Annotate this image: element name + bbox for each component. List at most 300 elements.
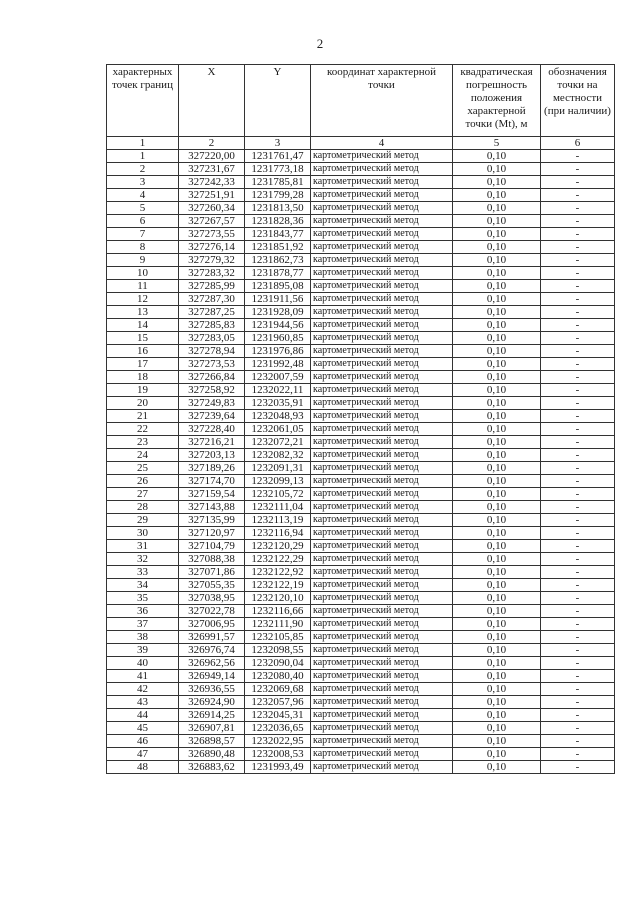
designation-cell: - (541, 527, 615, 540)
designation-cell: - (541, 592, 615, 605)
y-coordinate-cell: 1232035,91 (245, 397, 311, 410)
point-number-cell: 2 (107, 163, 179, 176)
point-number-cell: 28 (107, 501, 179, 514)
designation-cell: - (541, 722, 615, 735)
x-coordinate-cell: 327279,32 (179, 254, 245, 267)
x-coordinate-cell: 327038,95 (179, 592, 245, 605)
x-coordinate-cell: 326907,81 (179, 722, 245, 735)
error-cell: 0,10 (453, 475, 541, 488)
designation-cell: - (541, 514, 615, 527)
error-cell: 0,10 (453, 618, 541, 631)
point-number-cell: 10 (107, 267, 179, 280)
error-cell: 0,10 (453, 410, 541, 423)
y-coordinate-cell: 1232057,96 (245, 696, 311, 709)
error-cell: 0,10 (453, 631, 541, 644)
method-cell: картометрический метод (311, 397, 453, 410)
point-number-cell: 6 (107, 215, 179, 228)
point-number-cell: 5 (107, 202, 179, 215)
error-cell: 0,10 (453, 735, 541, 748)
header-designation: обозначения точки на местности (при наличии) (541, 65, 615, 137)
header-error: квадратическая погрешность положения характерной точки (Mt), м (453, 65, 541, 137)
error-cell: 0,10 (453, 358, 541, 371)
designation-cell: - (541, 475, 615, 488)
point-number-cell: 24 (107, 449, 179, 462)
x-coordinate-cell: 327242,33 (179, 176, 245, 189)
designation-cell: - (541, 293, 615, 306)
table-row (107, 449, 615, 462)
method-cell: картометрический метод (311, 332, 453, 345)
method-cell: картометрический метод (311, 488, 453, 501)
point-number-cell: 30 (107, 527, 179, 540)
designation-cell: - (541, 605, 615, 618)
x-coordinate-cell: 327022,78 (179, 605, 245, 618)
error-cell: 0,10 (453, 605, 541, 618)
table-row (107, 189, 615, 202)
designation-cell: - (541, 397, 615, 410)
y-coordinate-cell: 1232111,04 (245, 501, 311, 514)
error-cell: 0,10 (453, 267, 541, 280)
x-coordinate-cell: 327143,88 (179, 501, 245, 514)
designation-cell: - (541, 631, 615, 644)
designation-cell: - (541, 540, 615, 553)
y-coordinate-cell: 1231928,09 (245, 306, 311, 319)
y-coordinate-cell: 1231944,56 (245, 319, 311, 332)
method-cell: картометрический метод (311, 748, 453, 761)
designation-cell: - (541, 761, 615, 774)
designation-cell: - (541, 306, 615, 319)
table-row (107, 150, 615, 163)
y-coordinate-cell: 1231828,36 (245, 215, 311, 228)
y-coordinate-cell: 1232105,72 (245, 488, 311, 501)
y-coordinate-cell: 1231993,49 (245, 761, 311, 774)
method-cell: картометрический метод (311, 761, 453, 774)
designation-cell: - (541, 189, 615, 202)
table-row (107, 488, 615, 501)
page-number: 2 (316, 36, 324, 51)
point-number-cell: 29 (107, 514, 179, 527)
y-coordinate-cell: 1232069,68 (245, 683, 311, 696)
method-cell: картометрический метод (311, 267, 453, 280)
designation-cell: - (541, 553, 615, 566)
table-row (107, 683, 615, 696)
designation-cell: - (541, 280, 615, 293)
table-row (107, 631, 615, 644)
method-cell: картометрический метод (311, 371, 453, 384)
table-row (107, 618, 615, 631)
designation-cell: - (541, 332, 615, 345)
table-row (107, 462, 615, 475)
point-number-cell: 40 (107, 657, 179, 670)
error-cell: 0,10 (453, 241, 541, 254)
point-number-cell: 33 (107, 566, 179, 579)
point-number-cell: 45 (107, 722, 179, 735)
y-coordinate-cell: 1232022,11 (245, 384, 311, 397)
designation-cell: - (541, 618, 615, 631)
error-cell: 0,10 (453, 592, 541, 605)
y-coordinate-cell: 1232120,10 (245, 592, 311, 605)
point-number-cell: 11 (107, 280, 179, 293)
y-coordinate-cell: 1232122,19 (245, 579, 311, 592)
x-coordinate-cell: 327120,97 (179, 527, 245, 540)
x-coordinate-cell: 326949,14 (179, 670, 245, 683)
point-number-cell: 7 (107, 228, 179, 241)
x-coordinate-cell: 326898,57 (179, 735, 245, 748)
point-number-cell: 25 (107, 462, 179, 475)
x-coordinate-cell: 327251,91 (179, 189, 245, 202)
point-number-cell: 9 (107, 254, 179, 267)
error-cell: 0,10 (453, 449, 541, 462)
error-cell: 0,10 (453, 709, 541, 722)
method-cell: картометрический метод (311, 254, 453, 267)
y-coordinate-cell: 1232080,40 (245, 670, 311, 683)
designation-cell: - (541, 371, 615, 384)
header-x: X (179, 65, 245, 137)
x-coordinate-cell: 327258,92 (179, 384, 245, 397)
table-row (107, 644, 615, 657)
error-cell: 0,10 (453, 501, 541, 514)
y-coordinate-cell: 1232113,19 (245, 514, 311, 527)
x-coordinate-cell: 327283,05 (179, 332, 245, 345)
point-number-cell: 1 (107, 150, 179, 163)
method-cell: картометрический метод (311, 202, 453, 215)
y-coordinate-cell: 1232072,21 (245, 436, 311, 449)
y-coordinate-cell: 1231960,85 (245, 332, 311, 345)
y-coordinate-cell: 1232098,55 (245, 644, 311, 657)
table-row (107, 592, 615, 605)
point-number-cell: 19 (107, 384, 179, 397)
table-row (107, 241, 615, 254)
table-row (107, 410, 615, 423)
designation-cell: - (541, 709, 615, 722)
point-number-cell: 8 (107, 241, 179, 254)
point-number-cell: 26 (107, 475, 179, 488)
point-number-cell: 39 (107, 644, 179, 657)
designation-cell: - (541, 748, 615, 761)
method-cell: картометрический метод (311, 709, 453, 722)
point-number-cell: 35 (107, 592, 179, 605)
y-coordinate-cell: 1232090,04 (245, 657, 311, 670)
point-number-cell: 3 (107, 176, 179, 189)
table-row (107, 254, 615, 267)
error-cell: 0,10 (453, 488, 541, 501)
x-coordinate-cell: 326936,55 (179, 683, 245, 696)
designation-cell: - (541, 488, 615, 501)
x-coordinate-cell: 327285,99 (179, 280, 245, 293)
designation-cell: - (541, 319, 615, 332)
point-number-cell: 15 (107, 332, 179, 345)
designation-cell: - (541, 267, 615, 280)
method-cell: картометрический метод (311, 410, 453, 423)
y-coordinate-cell: 1231813,50 (245, 202, 311, 215)
method-cell: картометрический метод (311, 345, 453, 358)
x-coordinate-cell: 327055,35 (179, 579, 245, 592)
designation-cell: - (541, 358, 615, 371)
table-row (107, 501, 615, 514)
designation-cell: - (541, 579, 615, 592)
designation-cell: - (541, 644, 615, 657)
column-number: 1 (107, 137, 179, 150)
column-number: 4 (311, 137, 453, 150)
error-cell: 0,10 (453, 306, 541, 319)
error-cell: 0,10 (453, 657, 541, 670)
point-number-cell: 18 (107, 371, 179, 384)
designation-cell: - (541, 657, 615, 670)
designation-cell: - (541, 410, 615, 423)
table-row (107, 202, 615, 215)
method-cell: картометрический метод (311, 241, 453, 254)
point-number-cell: 27 (107, 488, 179, 501)
error-cell: 0,10 (453, 514, 541, 527)
method-cell: картометрический метод (311, 579, 453, 592)
table-row (107, 761, 615, 774)
table-row (107, 423, 615, 436)
method-cell: картометрический метод (311, 163, 453, 176)
error-cell: 0,10 (453, 553, 541, 566)
table-row (107, 540, 615, 553)
x-coordinate-cell: 327260,34 (179, 202, 245, 215)
x-coordinate-cell: 326890,48 (179, 748, 245, 761)
table-row (107, 228, 615, 241)
column-number: 5 (453, 137, 541, 150)
table-row (107, 475, 615, 488)
x-coordinate-cell: 327285,83 (179, 319, 245, 332)
y-coordinate-cell: 1231911,56 (245, 293, 311, 306)
x-coordinate-cell: 327266,84 (179, 371, 245, 384)
designation-cell: - (541, 436, 615, 449)
x-coordinate-cell: 327216,21 (179, 436, 245, 449)
y-coordinate-cell: 1231862,73 (245, 254, 311, 267)
x-coordinate-cell: 327249,83 (179, 397, 245, 410)
error-cell: 0,10 (453, 319, 541, 332)
table-row (107, 293, 615, 306)
point-number-cell: 38 (107, 631, 179, 644)
designation-cell: - (541, 384, 615, 397)
y-coordinate-cell: 1232007,59 (245, 371, 311, 384)
error-cell: 0,10 (453, 748, 541, 761)
y-coordinate-cell: 1231843,77 (245, 228, 311, 241)
table-row (107, 696, 615, 709)
method-cell: картометрический метод (311, 605, 453, 618)
y-coordinate-cell: 1231976,86 (245, 345, 311, 358)
table-row (107, 722, 615, 735)
x-coordinate-cell: 327135,99 (179, 514, 245, 527)
error-cell: 0,10 (453, 683, 541, 696)
method-cell: картометрический метод (311, 319, 453, 332)
y-coordinate-cell: 1232045,31 (245, 709, 311, 722)
point-number-cell: 42 (107, 683, 179, 696)
x-coordinate-cell: 326914,25 (179, 709, 245, 722)
method-cell: картометрический метод (311, 514, 453, 527)
method-cell: картометрический метод (311, 670, 453, 683)
header-point-number: характерных точек границ (107, 65, 179, 137)
table-row (107, 371, 615, 384)
point-number-cell: 23 (107, 436, 179, 449)
designation-cell: - (541, 566, 615, 579)
method-cell: картометрический метод (311, 449, 453, 462)
error-cell: 0,10 (453, 228, 541, 241)
x-coordinate-cell: 327220,00 (179, 150, 245, 163)
table-row (107, 332, 615, 345)
y-coordinate-cell: 1231992,48 (245, 358, 311, 371)
method-cell: картометрический метод (311, 215, 453, 228)
method-cell: картометрический метод (311, 423, 453, 436)
column-number: 2 (179, 137, 245, 150)
table-row (107, 605, 615, 618)
method-cell: картометрический метод (311, 553, 453, 566)
designation-cell: - (541, 202, 615, 215)
column-number: 6 (541, 137, 615, 150)
table-row (107, 215, 615, 228)
error-cell: 0,10 (453, 540, 541, 553)
point-number-cell: 4 (107, 189, 179, 202)
x-coordinate-cell: 327189,26 (179, 462, 245, 475)
x-coordinate-cell: 326991,57 (179, 631, 245, 644)
table-row (107, 748, 615, 761)
y-coordinate-cell: 1232116,94 (245, 527, 311, 540)
x-coordinate-cell: 327287,30 (179, 293, 245, 306)
designation-cell: - (541, 241, 615, 254)
y-coordinate-cell: 1232120,29 (245, 540, 311, 553)
table-row (107, 579, 615, 592)
x-coordinate-cell: 327287,25 (179, 306, 245, 319)
point-number-cell: 17 (107, 358, 179, 371)
y-coordinate-cell: 1232116,66 (245, 605, 311, 618)
y-coordinate-cell: 1231895,08 (245, 280, 311, 293)
designation-cell: - (541, 150, 615, 163)
x-coordinate-cell: 327283,32 (179, 267, 245, 280)
designation-cell: - (541, 163, 615, 176)
error-cell: 0,10 (453, 722, 541, 735)
column-number: 3 (245, 137, 311, 150)
x-coordinate-cell: 327159,54 (179, 488, 245, 501)
y-coordinate-cell: 1232111,90 (245, 618, 311, 631)
error-cell: 0,10 (453, 189, 541, 202)
x-coordinate-cell: 327267,57 (179, 215, 245, 228)
point-number-cell: 48 (107, 761, 179, 774)
method-cell: картометрический метод (311, 358, 453, 371)
column-number-row (107, 137, 615, 150)
x-coordinate-cell: 327273,55 (179, 228, 245, 241)
y-coordinate-cell: 1231851,92 (245, 241, 311, 254)
y-coordinate-cell: 1232099,13 (245, 475, 311, 488)
x-coordinate-cell: 327006,95 (179, 618, 245, 631)
x-coordinate-cell: 327273,53 (179, 358, 245, 371)
method-cell: картометрический метод (311, 657, 453, 670)
error-cell: 0,10 (453, 761, 541, 774)
x-coordinate-cell: 327174,70 (179, 475, 245, 488)
error-cell: 0,10 (453, 462, 541, 475)
y-coordinate-cell: 1232091,31 (245, 462, 311, 475)
table-row (107, 163, 615, 176)
x-coordinate-cell: 327239,64 (179, 410, 245, 423)
method-cell: картометрический метод (311, 696, 453, 709)
designation-cell: - (541, 670, 615, 683)
point-number-cell: 32 (107, 553, 179, 566)
y-coordinate-cell: 1232105,85 (245, 631, 311, 644)
point-number-cell: 37 (107, 618, 179, 631)
table-row (107, 397, 615, 410)
x-coordinate-cell: 326924,90 (179, 696, 245, 709)
y-coordinate-cell: 1231773,18 (245, 163, 311, 176)
x-coordinate-cell: 327088,38 (179, 553, 245, 566)
error-cell: 0,10 (453, 644, 541, 657)
method-cell: картометрический метод (311, 644, 453, 657)
table-row (107, 527, 615, 540)
method-cell: картометрический метод (311, 384, 453, 397)
x-coordinate-cell: 327104,79 (179, 540, 245, 553)
designation-cell: - (541, 215, 615, 228)
y-coordinate-cell: 1232061,05 (245, 423, 311, 436)
error-cell: 0,10 (453, 150, 541, 163)
y-coordinate-cell: 1232008,53 (245, 748, 311, 761)
error-cell: 0,10 (453, 670, 541, 683)
error-cell: 0,10 (453, 696, 541, 709)
error-cell: 0,10 (453, 397, 541, 410)
method-cell: картометрический метод (311, 618, 453, 631)
error-cell: 0,10 (453, 215, 541, 228)
error-cell: 0,10 (453, 293, 541, 306)
designation-cell: - (541, 345, 615, 358)
method-cell: картометрический метод (311, 228, 453, 241)
table-row (107, 436, 615, 449)
table-row (107, 176, 615, 189)
x-coordinate-cell: 327228,40 (179, 423, 245, 436)
method-cell: картометрический метод (311, 566, 453, 579)
error-cell: 0,10 (453, 527, 541, 540)
table-row (107, 280, 615, 293)
table-row (107, 735, 615, 748)
designation-cell: - (541, 462, 615, 475)
error-cell: 0,10 (453, 254, 541, 267)
method-cell: картометрический метод (311, 527, 453, 540)
table-row (107, 319, 615, 332)
point-number-cell: 44 (107, 709, 179, 722)
designation-cell: - (541, 449, 615, 462)
point-number-cell: 21 (107, 410, 179, 423)
coordinates-table (106, 64, 615, 774)
error-cell: 0,10 (453, 371, 541, 384)
point-number-cell: 22 (107, 423, 179, 436)
y-coordinate-cell: 1232122,29 (245, 553, 311, 566)
designation-cell: - (541, 254, 615, 267)
point-number-cell: 41 (107, 670, 179, 683)
table-row (107, 657, 615, 670)
designation-cell: - (541, 735, 615, 748)
method-cell: картометрический метод (311, 592, 453, 605)
x-coordinate-cell: 327278,94 (179, 345, 245, 358)
table-body (107, 150, 615, 774)
error-cell: 0,10 (453, 436, 541, 449)
error-cell: 0,10 (453, 202, 541, 215)
point-number-cell: 34 (107, 579, 179, 592)
designation-cell: - (541, 696, 615, 709)
y-coordinate-cell: 1232022,95 (245, 735, 311, 748)
method-cell: картометрический метод (311, 176, 453, 189)
error-cell: 0,10 (453, 176, 541, 189)
point-number-cell: 36 (107, 605, 179, 618)
point-number-cell: 20 (107, 397, 179, 410)
designation-cell: - (541, 423, 615, 436)
y-coordinate-cell: 1232122,92 (245, 566, 311, 579)
point-number-cell: 43 (107, 696, 179, 709)
table-row (107, 267, 615, 280)
point-number-cell: 13 (107, 306, 179, 319)
y-coordinate-cell: 1231761,47 (245, 150, 311, 163)
error-cell: 0,10 (453, 345, 541, 358)
x-coordinate-cell: 327276,14 (179, 241, 245, 254)
method-cell: картометрический метод (311, 189, 453, 202)
x-coordinate-cell: 327071,86 (179, 566, 245, 579)
